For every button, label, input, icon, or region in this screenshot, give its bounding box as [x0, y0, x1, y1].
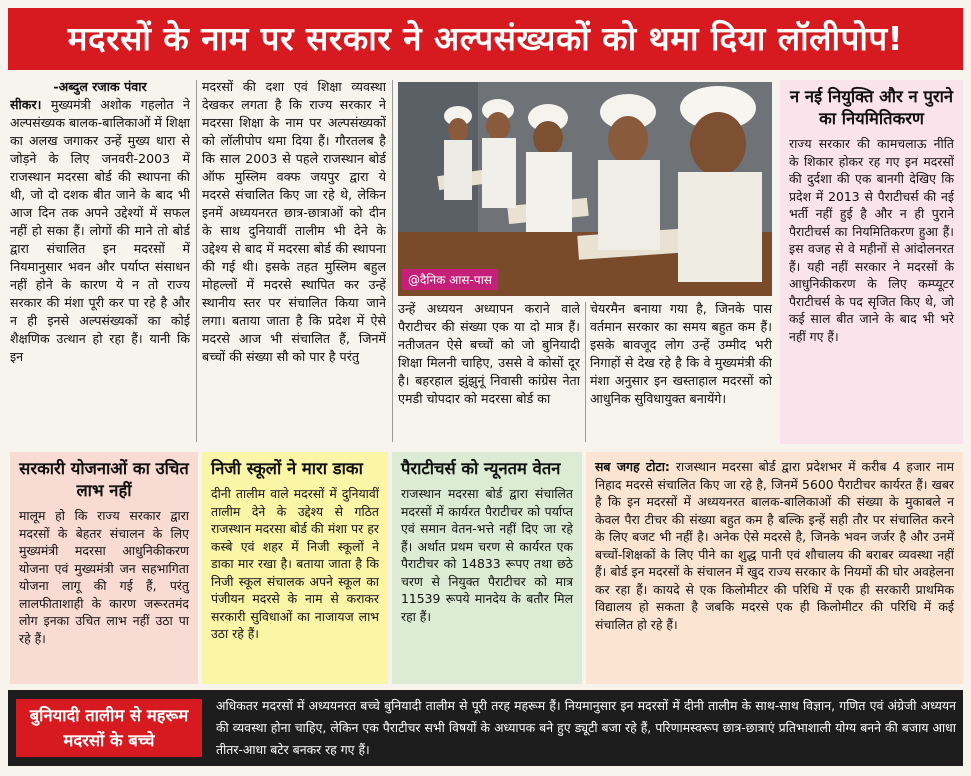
box-vetan-title: पैराटीचर्स को न्यूनतम वेतन — [401, 459, 561, 478]
column-divider — [392, 80, 393, 442]
footer-text: अधिकतर मदरसों में अध्ययनरत बच्चे बुनियादी तालीम से पूरी तरह महरूम हैं। नियमानुसार इन मदरसों में दीनी तालीम के साथ-साथ विज्ञान, गणित एवं अंग्रेजी अध्ययन की व्यवस्था होना चाहिए, लेकिन एक पैराटीचर सभी विषयों के अध्यापक बने हुए ड्यूटी बजा रहे हैं, परिणामस्वरूप छात्र-छात्राएं प्रतिभाशाली योग्य बनने की बजाय आधा तीतर-आधा बटेर बनकर रह गए हैं। — [216, 698, 956, 757]
column-divider — [196, 80, 197, 442]
author-byline: -अब्दुल रजाक पंवार — [53, 79, 147, 94]
box-tota — [586, 452, 963, 684]
article-column-4 — [590, 300, 772, 444]
box-niyukti-text: राज्य सरकार की कामचलाऊ नीति के शिकार होकर रह गए इन मदरसों की दुर्दशा की एक बानगी देखिए कि प्रदेश में 2013 से पैराटीचर्स की नई भर्ती नहीं हुई है और न ही पुराने पैराटीचर्स का नियमितिकरण हुआ हैं। इस वजह से वे महीनों से आंदोलनरत हैं। यही नहीं सरकार ने मदरसों के आधुनिकीकरण के लिए कम्प्यूटर पैराटीचर्स के पद सृजित किए थे, जो कई साल बीत जाने के बाद भी भरे नहीं गए हैं। — [789, 136, 954, 344]
box-yojana-text: मालूम हो कि राज्य सरकार द्वारा मदरसों के बेहतर संचालन के लिए मुख्यमंत्री मदरसा आधुनिकीकरण योजना एवं मुख्यमंत्री जन सहभागिता योजना लागू की गई हैं, परंतु लालफीताशाही के कारण जरूरतमंद लोग इनका उचित लाभ नहीं उठा पा रहे हैं। — [19, 508, 189, 646]
box-school-title: निजी स्कूलों ने मारा डाका — [211, 459, 363, 478]
box-yojana-title: सरकारी योजनाओं का उचित लाभ नहीं — [19, 459, 189, 500]
box-tota-label: सब जगह टोटा: — [595, 459, 670, 474]
headline-banner — [8, 8, 963, 70]
dateline-place: सीकर। — [10, 97, 42, 112]
column-3-text: उन्हें अध्ययन अध्यापन कराने वाले पैराटीचर की संख्या एक या दो मात्र हैं। नतीजतन ऐसे बच्चों को जो बुनियादी शिक्षा मिलनी चाहिए, उससे वे कोसों दूर है। बहरहाल झुंझुनूं निवासी कांग्रेस नेता एमडी चोपदार को मदरसा बोर्ड का — [398, 301, 580, 406]
box-school — [202, 452, 388, 684]
column-1-text: मुख्यमंत्री अशोक गहलोत ने अल्पसंख्यक बालक-बालिकाओं में शिक्षा का अलख जगाकर उन्हें मुख्य धारा से जोड़ने के लिए जनवरी-2003 में राजस्थान मदरसा बोर्ड की स्थापना की थी, जो दो दशक बीत जाने के बाद भी आज दिन तक अपने उद्देश्यों में सफल नहीं हो सका हैं। लोगों की माने तो बोर्ड द्वारा संचालित इन मदरसों में नियमानुसार भवन और पर्याप्त संसाधन नहीं होने के कारण ये न तो राज्य सरकार की मंशा पूरी कर पा रहे है और न ही इनसे अल्पसंख्यकों का कोई शैक्षणिक उत्थान हो रहा हैं। यानी कि इन — [10, 97, 190, 364]
news-photo — [398, 82, 772, 296]
students-reading-illustration — [398, 82, 772, 296]
footer-tag-text: बुनियादी तालीम से महरूम मदरसों के बच्चे — [29, 706, 189, 750]
column-4-text: चेयरमैन बनाया गया है, जिनके पास वर्तमान सरकार का समय बहुत कम हैं। इसके बावजूद लोग उन्हें उम्मीद भरी निगाहों से देख रहे है कि वे मुख्यमंत्री की मंशा अनुसार इन खस्ताहाल मदरसों को आधुनिक सुविधायुक्त बनायेंगे। — [590, 301, 772, 406]
column-divider — [585, 302, 586, 442]
column-2-text: मदरसों की दशा एवं शिक्षा व्यवस्था देखकर लगता है कि राज्य सरकार ने मदरसा शिक्षा के नाम पर अल्पसंख्यकों को लॉलीपोप थमा दिया हैं। गौरतलब है कि साल 2003 से पहले राजस्थान बोर्ड ऑफ मुस्लिम वक्फ जयपुर द्वारा ये मदरसे संचालित किए जा रहे थे, लेकिन इनमें अध्ययनरत छात्र-छात्राओं को दीन के साथ दुनियावीं तालीम भी देने के उद्देश्य से बाद में मदरसा बोर्ड की स्थापना की गई थी। इसके तहत मुस्लिम बहुल मोहल्लों में मदरसे स्थापित कर उन्हें स्थानीय स्तर पर संचालित किया जाने लगा। बताया जाता है कि प्रदेश में ऐसे मदरसे आज भी संचालित हैं, जिनमें बच्चों की संख्या सौ को पार है परंतु — [202, 79, 386, 364]
box-school-text: दीनी तालीम वाले मदरसों में दुनियावीं तालीम देने के उद्देश्य से गठित राजस्थान मदरसा बोर्ड की मंशा पर हर कस्बे एवं शहर में निजी स्कूलों ने डाका मार रखा है। बताया जाता है कि निजी स्कूल संचालक अपने स्कूल का पंजीयन मदरसे के नाम से कराकर सरकारी सुविधाओं का नाजायज लाभ उठा रहे हैं। — [211, 486, 379, 641]
box-yojana — [10, 452, 198, 684]
article-column-1 — [10, 78, 190, 444]
box-niyukti-title: न नई नियुक्ति और न पुराने का नियमितिकरण — [790, 87, 953, 128]
footer-strip — [8, 690, 963, 766]
article-column-2 — [202, 78, 386, 444]
box-vetan — [392, 452, 582, 684]
box-niyukti — [780, 80, 963, 444]
headline-text: मदरसों के नाम पर सरकार ने अल्पसंख्यकों को थमा दिया लॉलीपोप! — [67, 19, 904, 58]
article-column-3 — [398, 300, 580, 444]
photo-credit: @दैनिक आस-पास — [402, 269, 498, 290]
box-vetan-text: राजस्थान मदरसा बोर्ड द्वारा संचालित मदरसों में कार्यरत पैराटीचर को पर्याप्त एवं समान वेतन-भत्ते नहीं दिए जा रहे हैं। अर्थात प्रथम चरण से कार्यरत एक पैराटीचर को 14833 रूपए तथा छठे चरण से नियुक्त पैराटीचर को मात्र 11539 रूपये मानदेय के बतौर मिल रहा हैं। — [401, 486, 573, 624]
box-tota-text: राजस्थान मदरसा बोर्ड द्वारा प्रदेशभर में करीब 4 हजार नाम निहाद मदरसे संचालित किए जा रहे है, जिनमें 5600 पैराटीचर कार्यरत हैं। खबर है कि इन मदरसों में अध्ययनरत बालक-बालिकाओं की संख्या के मुकाबले न केवल पैरा टीचर की संख्या बहुत कम है बल्कि इन्हें सही तौर पर संचालित करने के लिए बजट भी नहीं है। अनेक ऐसे मदरसे है, जिनके भवन जर्जर है और उनमें बच्चों-शिक्षकों के लिए पीने का शुद्ध पानी एवं शौचालय की बराबर व्यवस्था नहीं हैं। बोर्ड इन मदरसों के संचालन में खुद राज्य सरकार के नियमों की घोर अवहेलना कर रहा हैं। कायदे से एक किलोमीटर की परिधि में एक ही सरकारी प्राथमिक विद्यालय हो सकता है जबकि मदरसे एक ही किलोमीटर की परिधि में कई संचालित हो रहे हैं। — [595, 459, 954, 632]
footer-tag — [16, 699, 202, 757]
